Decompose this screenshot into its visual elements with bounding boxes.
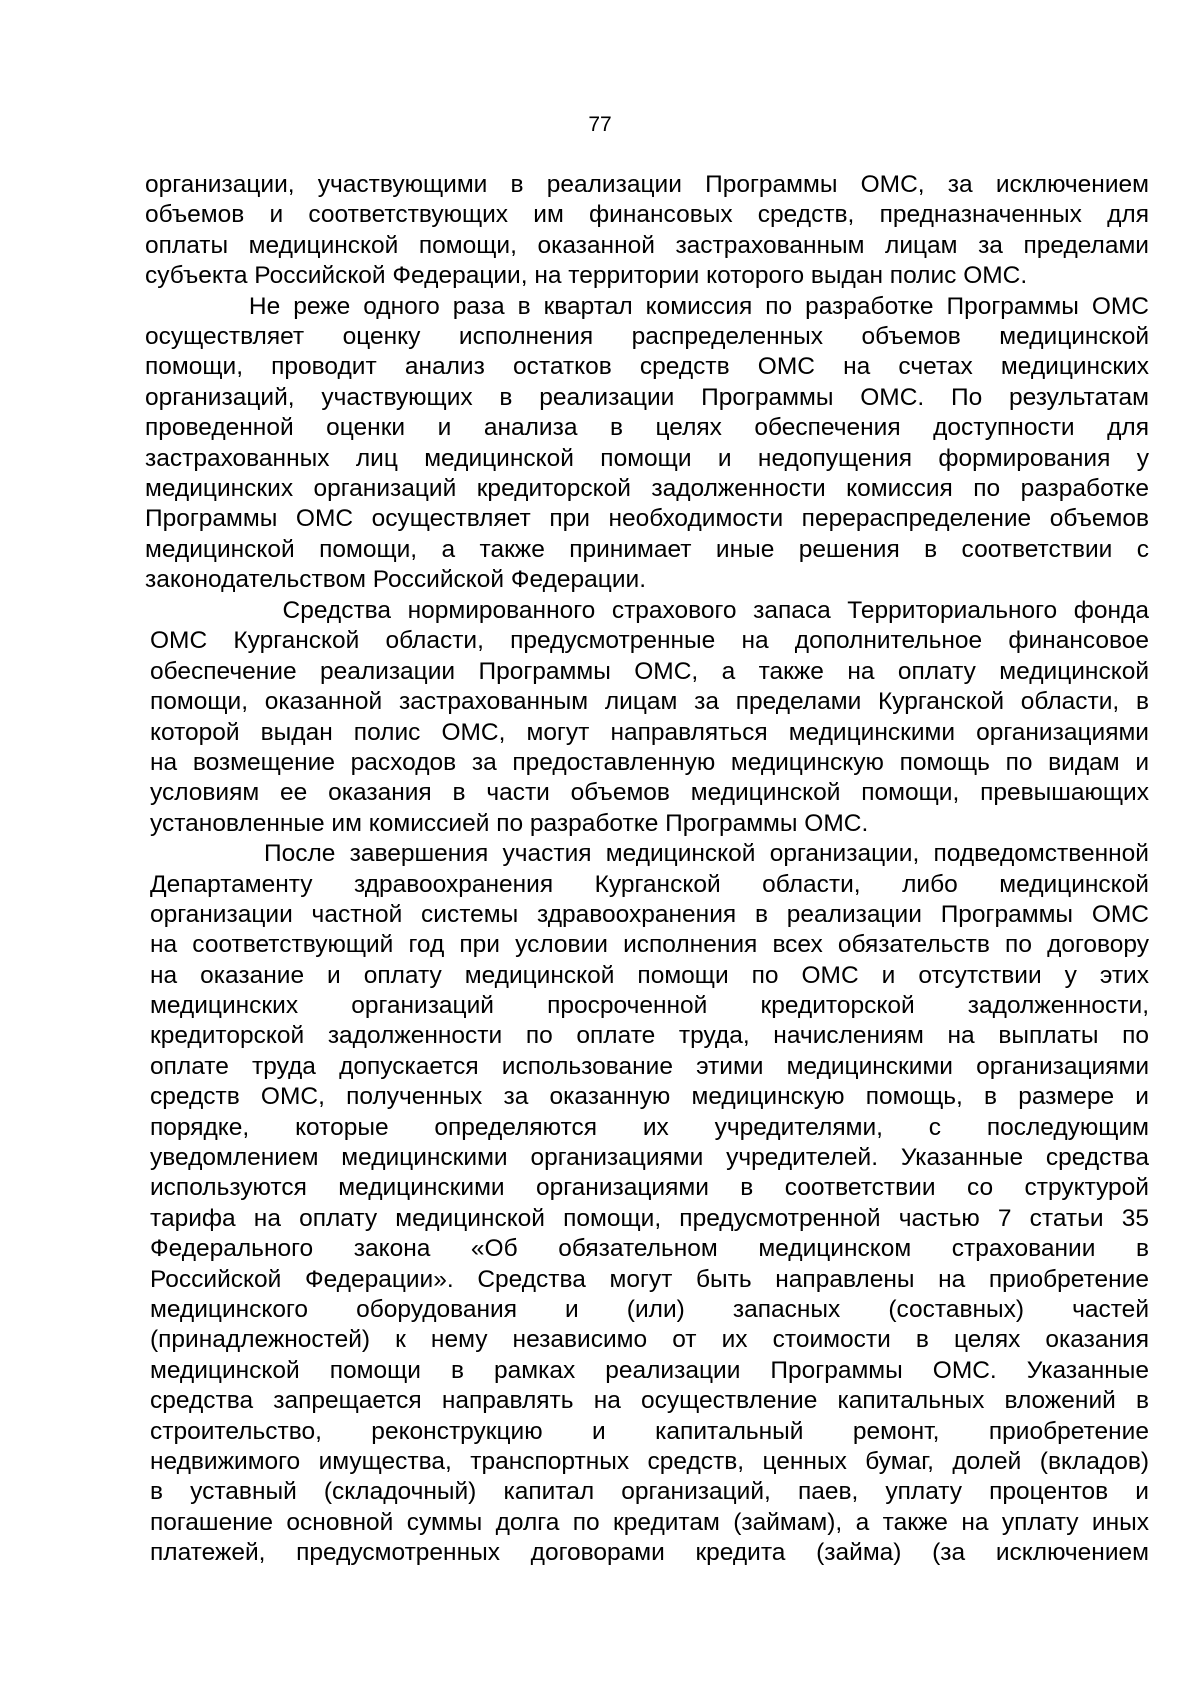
paragraph-line: организаций, участвующих в реализации Программы ОМС. По результатам bbox=[145, 383, 1149, 411]
paragraph-line: объемов и соответствующих им финансовых средств, предназначенных для bbox=[145, 201, 1149, 229]
paragraph-line: законодательством Российской Федерации. bbox=[145, 566, 647, 594]
paragraph-line: платежей, предусмотренных договорами кредита (займа) (за исключением bbox=[150, 1539, 1149, 1567]
paragraph-line: на оказание и оплату медицинской помощи по ОМС и отсутствии у этих bbox=[150, 961, 1149, 989]
paragraph-line: средства запрещается направлять на осуществление капитальных вложений в bbox=[150, 1387, 1149, 1415]
paragraph-line: медицинской помощи в рамках реализации Программы ОМС. Указанные bbox=[150, 1356, 1149, 1384]
paragraph-line: которой выдан полис ОМС, могут направляться медицинскими организациями bbox=[150, 718, 1149, 746]
paragraph-line: оплате труда допускается использование этими медицинскими организациями bbox=[150, 1052, 1149, 1080]
paragraph-line: кредиторской задолженности по оплате труда, начислениям на выплаты по bbox=[150, 1022, 1149, 1050]
paragraph-2 bbox=[145, 292, 1149, 596]
paragraph-line: условиям ее оказания в части объемов медицинской помощи, превышающих bbox=[150, 779, 1149, 807]
paragraph-line: Не реже одного раза в квартал комиссия по разработке Программы ОМС bbox=[145, 292, 1149, 320]
page-number: 77 bbox=[588, 113, 612, 136]
paragraph-line: После завершения участия медицинской организации, подведомственной bbox=[150, 840, 1149, 868]
paragraph-line: помощи, оказанной застрахованным лицам за пределами Курганской области, в bbox=[150, 688, 1149, 716]
paragraph-4 bbox=[150, 839, 1149, 1568]
paragraph-line: порядке, которые определяются их учредителями, с последующим bbox=[150, 1113, 1149, 1141]
paragraph-line: тарифа на оплату медицинской помощи, предусмотренной частью 7 статьи 35 bbox=[150, 1204, 1149, 1232]
paragraph-line: организации частной системы здравоохранения в реализации Программы ОМС bbox=[150, 900, 1149, 928]
paragraph-line: используются медицинскими организациями в соответствии со структурой bbox=[150, 1174, 1149, 1202]
paragraph-line: проведенной оценки и анализа в целях обеспечения доступности для bbox=[145, 414, 1149, 442]
paragraph-line: (принадлежностей) к нему независимо от их стоимости в целях оказания bbox=[150, 1326, 1149, 1354]
text-block-lower bbox=[150, 596, 1149, 1569]
paragraph-line: субъекта Российской Федерации, на территории которого выдан полис ОМС. bbox=[145, 262, 1028, 290]
paragraph-line: на соответствующий год при условии исполнения всех обязательств по договору bbox=[150, 931, 1149, 959]
paragraph-line: медицинских организаций кредиторской задолженности комиссия по разработке bbox=[145, 474, 1149, 502]
paragraph-line: установленные им комиссией по разработке Программы ОМС. bbox=[150, 809, 869, 837]
paragraph-line: оплаты медицинской помощи, оказанной застрахованным лицам за пределами bbox=[145, 231, 1149, 259]
paragraph-1 bbox=[145, 170, 1149, 292]
paragraph-line: Программы ОМС осуществляет при необходимости перераспределение объемов bbox=[145, 505, 1149, 533]
paragraph-line: ОМС Курганской области, предусмотренные на дополнительное финансовое bbox=[150, 627, 1149, 655]
paragraph-line: в уставный (складочный) капитал организаций, паев, уплату процентов и bbox=[150, 1478, 1149, 1506]
paragraph-line: медицинского оборудования и (или) запасных (составных) частей bbox=[150, 1295, 1149, 1323]
paragraph-line: Средства нормированного страхового запаса Территориального фонда bbox=[150, 597, 1149, 624]
paragraph-line: средств ОМС, полученных за оказанную медицинскую помощь, в размере и bbox=[150, 1083, 1149, 1111]
paragraph-line: Федерального закона «Об обязательном медицинском страховании в bbox=[150, 1235, 1149, 1263]
paragraph-line: обеспечение реализации Программы ОМС, а также на оплату медицинской bbox=[150, 657, 1149, 685]
paragraph-line: осуществляет оценку исполнения распределенных объемов медицинской bbox=[145, 322, 1149, 350]
paragraph-line: погашение основной суммы долга по кредитам (займам), а также на уплату иных bbox=[150, 1508, 1149, 1536]
paragraph-line: строительство, реконструкцию и капитальный ремонт, приобретение bbox=[150, 1417, 1149, 1445]
paragraph-line: застрахованных лиц медицинской помощи и недопущения формирования у bbox=[145, 444, 1149, 472]
paragraph-line: на возмещение расходов за предоставленную медицинскую помощь по видам и bbox=[150, 748, 1149, 776]
paragraph-line: Российской Федерации». Средства могут быть направлены на приобретение bbox=[150, 1265, 1149, 1293]
paragraph-line: недвижимого имущества, транспортных средств, ценных бумаг, долей (вкладов) bbox=[150, 1447, 1149, 1475]
paragraph-line: Департаменту здравоохранения Курганской области, либо медицинской bbox=[150, 870, 1149, 898]
text-block-upper bbox=[145, 170, 1149, 595]
paragraph-line: уведомлением медицинскими организациями учредителей. Указанные средства bbox=[150, 1144, 1149, 1172]
paragraph-3 bbox=[150, 596, 1149, 839]
paragraph-line: медицинских организаций просроченной кредиторской задолженности, bbox=[150, 992, 1149, 1020]
paragraph-line: организации, участвующими в реализации Программы ОМС, за исключением bbox=[145, 171, 1149, 198]
paragraph-line: помощи, проводит анализ остатков средств ОМС на счетах медицинских bbox=[145, 353, 1149, 381]
paragraph-line: медицинской помощи, а также принимает иные решения в соответствии с bbox=[145, 535, 1149, 563]
